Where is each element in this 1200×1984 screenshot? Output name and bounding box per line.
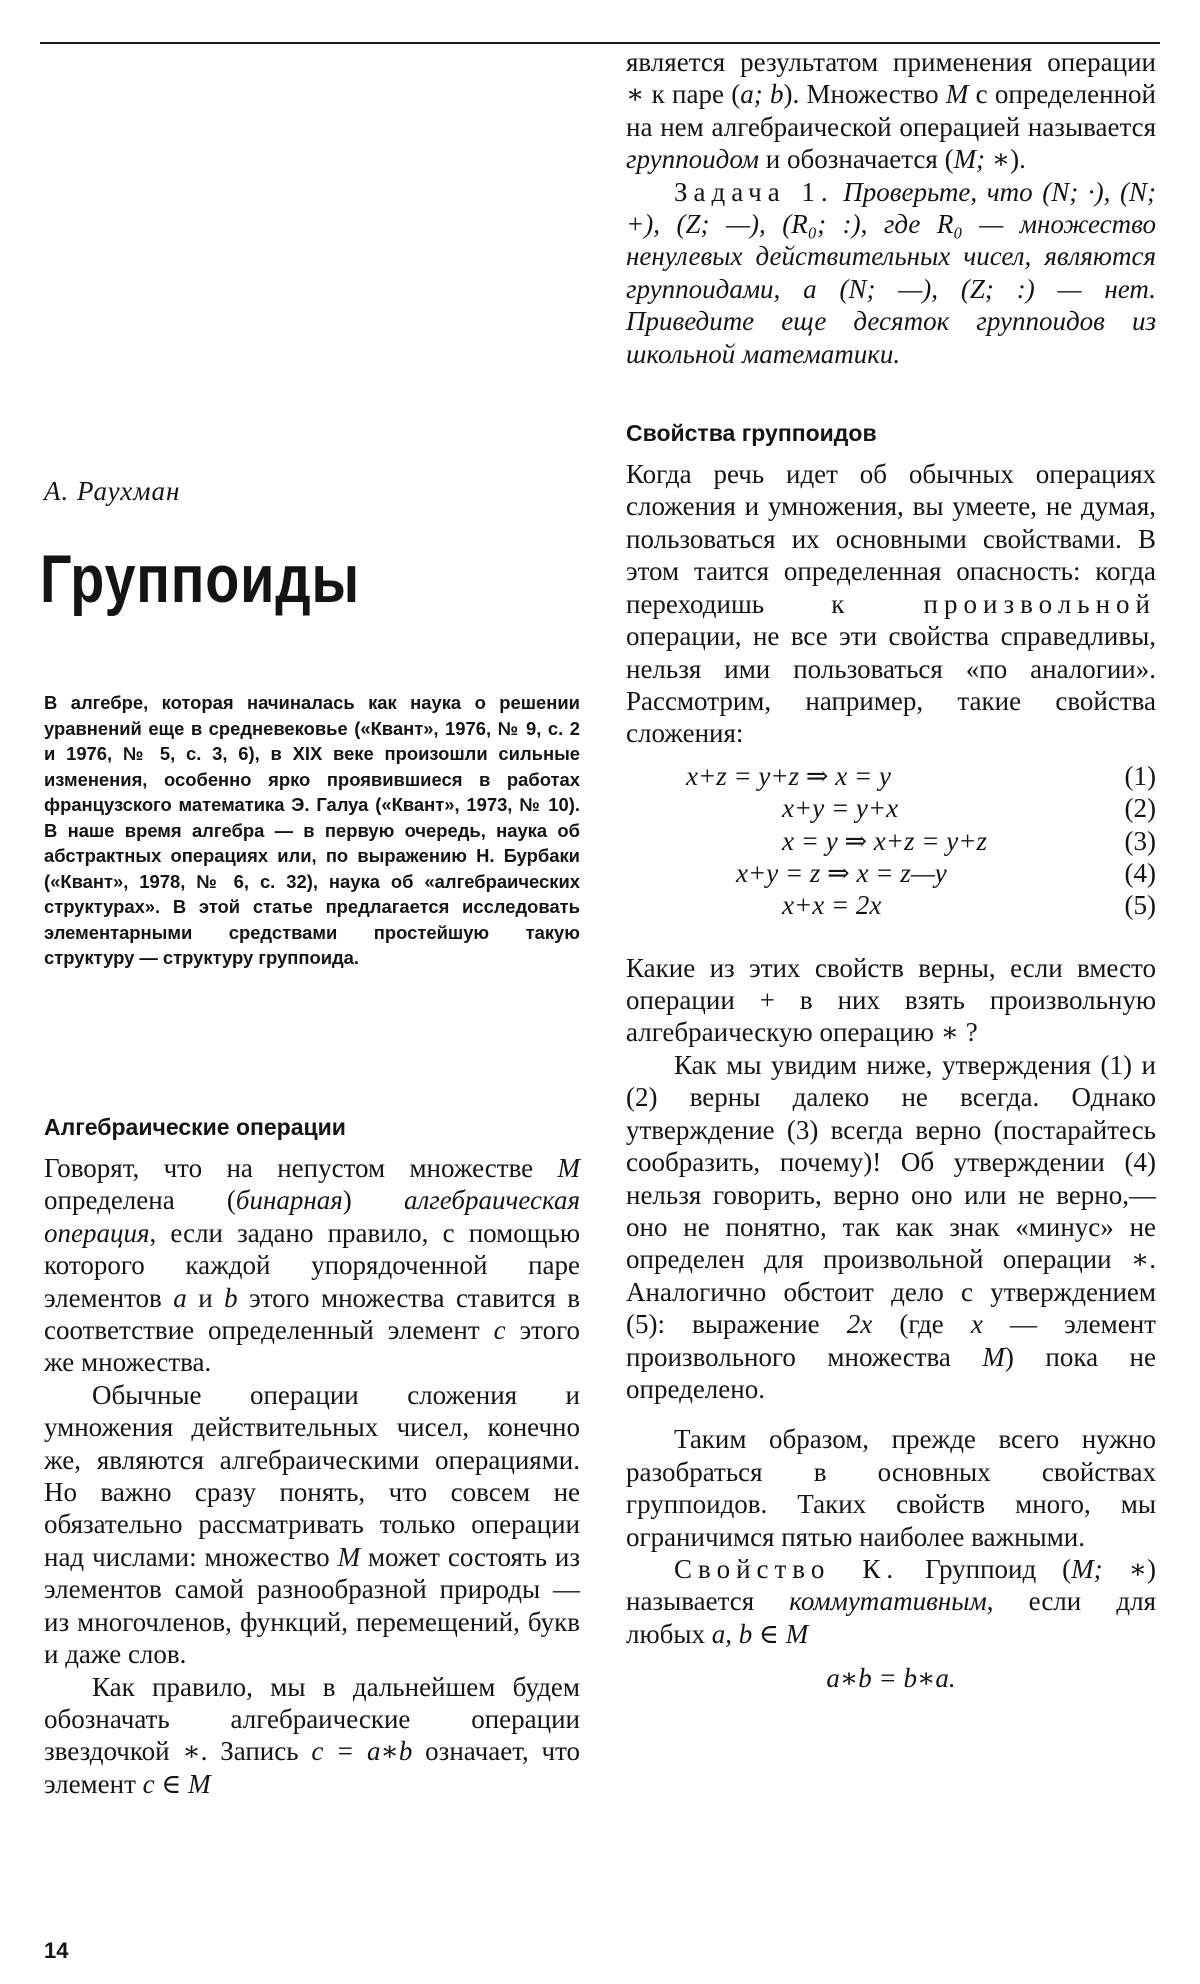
author: А. Раухман [44,476,181,506]
formula-list [626,760,1156,922]
formula-commutative: a∗b = b∗a. [826,1663,956,1694]
formula-expr: x = y ⇒ x+z = y+z [782,825,987,856]
task-text: Проверьте, что (N; ·), (N; +), (Z; —), (R₀; :), где R₀ — множество ненулевых действительных чисел, являются группоидами, а (N; —), (Z; :) — нет. Приведите еще десяток группоидов из школьной математики. [626,176,1157,369]
paragraph-groupoid-definition: является результатом применения операции ∗ к паре (a; b). Множество M с определенной на нем алгебраической операцией называется группоидом и обозначается (M; ∗). [626,47,1156,175]
paragraph-examples: Обычные операции сложения и умножения действительных чисел, конечно же, являются алгебраическими операциями. Но важно сразу понять, что совсем не обязательно рассматривать только операции над числами: множество M может состоять из элементов самой разнообразной природы — из многочленов, функций, перемещений, букв и даже слов. [44,1379,580,1670]
formula-line [626,792,1156,824]
paragraph-danger: Когда речь идет об обычных операциях сложения и умножения, вы умеете, не думая, пользоваться их основными свойствами. В этом таится определенная опасность: когда переходишь к произвольной операции, не все эти свойства справедливы, нельзя ими пользоваться «по аналогии». Рассмотрим, например, такие свойства сложения: [626,459,1156,749]
formula-expr: x+y = y+x [782,793,899,824]
page-number: 14 [44,1938,69,1963]
formula-line [626,825,1156,857]
paragraph-analysis: Как мы увидим ниже, утверждения (1) и (2) верны далеко не всегда. Однако утверждение (3) всегда верно (постарайтесь сообразить, почему)! Об утверждении (4) нельзя говорить, верно оно или не верно,— оно не понятно, так как знак «минус» не определен для произвольной операции ∗. Аналогично обстоит дело с утверждением (5): выражение 2x (где x — элемент произвольного множества M) пока не определено. [626,1049,1156,1404]
formula-number: (1) [1124,760,1156,791]
paragraph-question: Какие из этих свойств верны, если вместо операции + в них взять произвольную алгебраическую операцию ∗ ? [626,952,1156,1048]
formula-line [626,760,1156,792]
formula-line [626,889,1156,921]
formula-expr: x+z = y+z ⇒ x = y [686,760,891,791]
formula-number: (2) [1124,793,1156,824]
formula-expr: x+x = 2x [782,890,882,921]
task-label: Задача 1. [674,176,834,207]
paragraph-definition: Говорят, что на непустом множестве M определена (бинарная) алгебраическая операция, если задано правило, с помощью которого каждой упорядоченной паре элементов a и b этого множества ставится в соответствие определенный элемент c этого же множества. [44,1153,581,1378]
formula-number: (5) [1124,890,1156,921]
formula-expr: x+y = z ⇒ x = z—y [736,857,947,888]
right-column [626,46,1156,1695]
formula-line [626,857,1156,889]
article-title: Группоиды [40,541,360,617]
task-1 [626,176,1156,370]
left-column [44,1112,580,1800]
formula-number: (4) [1124,857,1156,888]
formula-number: (3) [1124,825,1156,856]
top-rule [40,42,1160,44]
paragraph-summary: Таким образом, прежде всего нужно разобраться в основных свойствах группоидов. Таких свойств много, мы ограничимся пятью наиболее важными. [626,1424,1156,1552]
section-title-algebraic-operations: Алгебраические операции [44,1114,346,1140]
paragraph-notation: Как правило, мы в дальнейшем будем обозначать алгебраические операции звездочкой ∗. Запись c = a∗b означает, что элемент c ∈ M [44,1671,581,1799]
section-title-groupoid-properties: Свойства группоидов [626,420,877,447]
abstract: В алгебре, которая начиналась как наука о решении уравнений еще в средневековье («Квант», 1976, № 9, с. 2 и 1976, № 5, с. 3, 6), в XIX веке произошли сильные изменения, особенно ярко проявившиеся в работах французского математика Э. Галуа («Квант», 1973, № 10). В наше время алгебра — в первую очередь, наука об абстрактных операциях или, по выражению Н. Бурбаки («Квант», 1978, № 6, с. 32), наука об «алгебраических структурах». В этой статье предлагается исследовать элементарными средствами простейшую такую структуру — структуру группоида. [44,692,580,968]
paragraph-property-k: Свойство К. Группоид (M; ∗) называется коммутативным, если для любых a, b ∈ M [626,1553,1156,1649]
